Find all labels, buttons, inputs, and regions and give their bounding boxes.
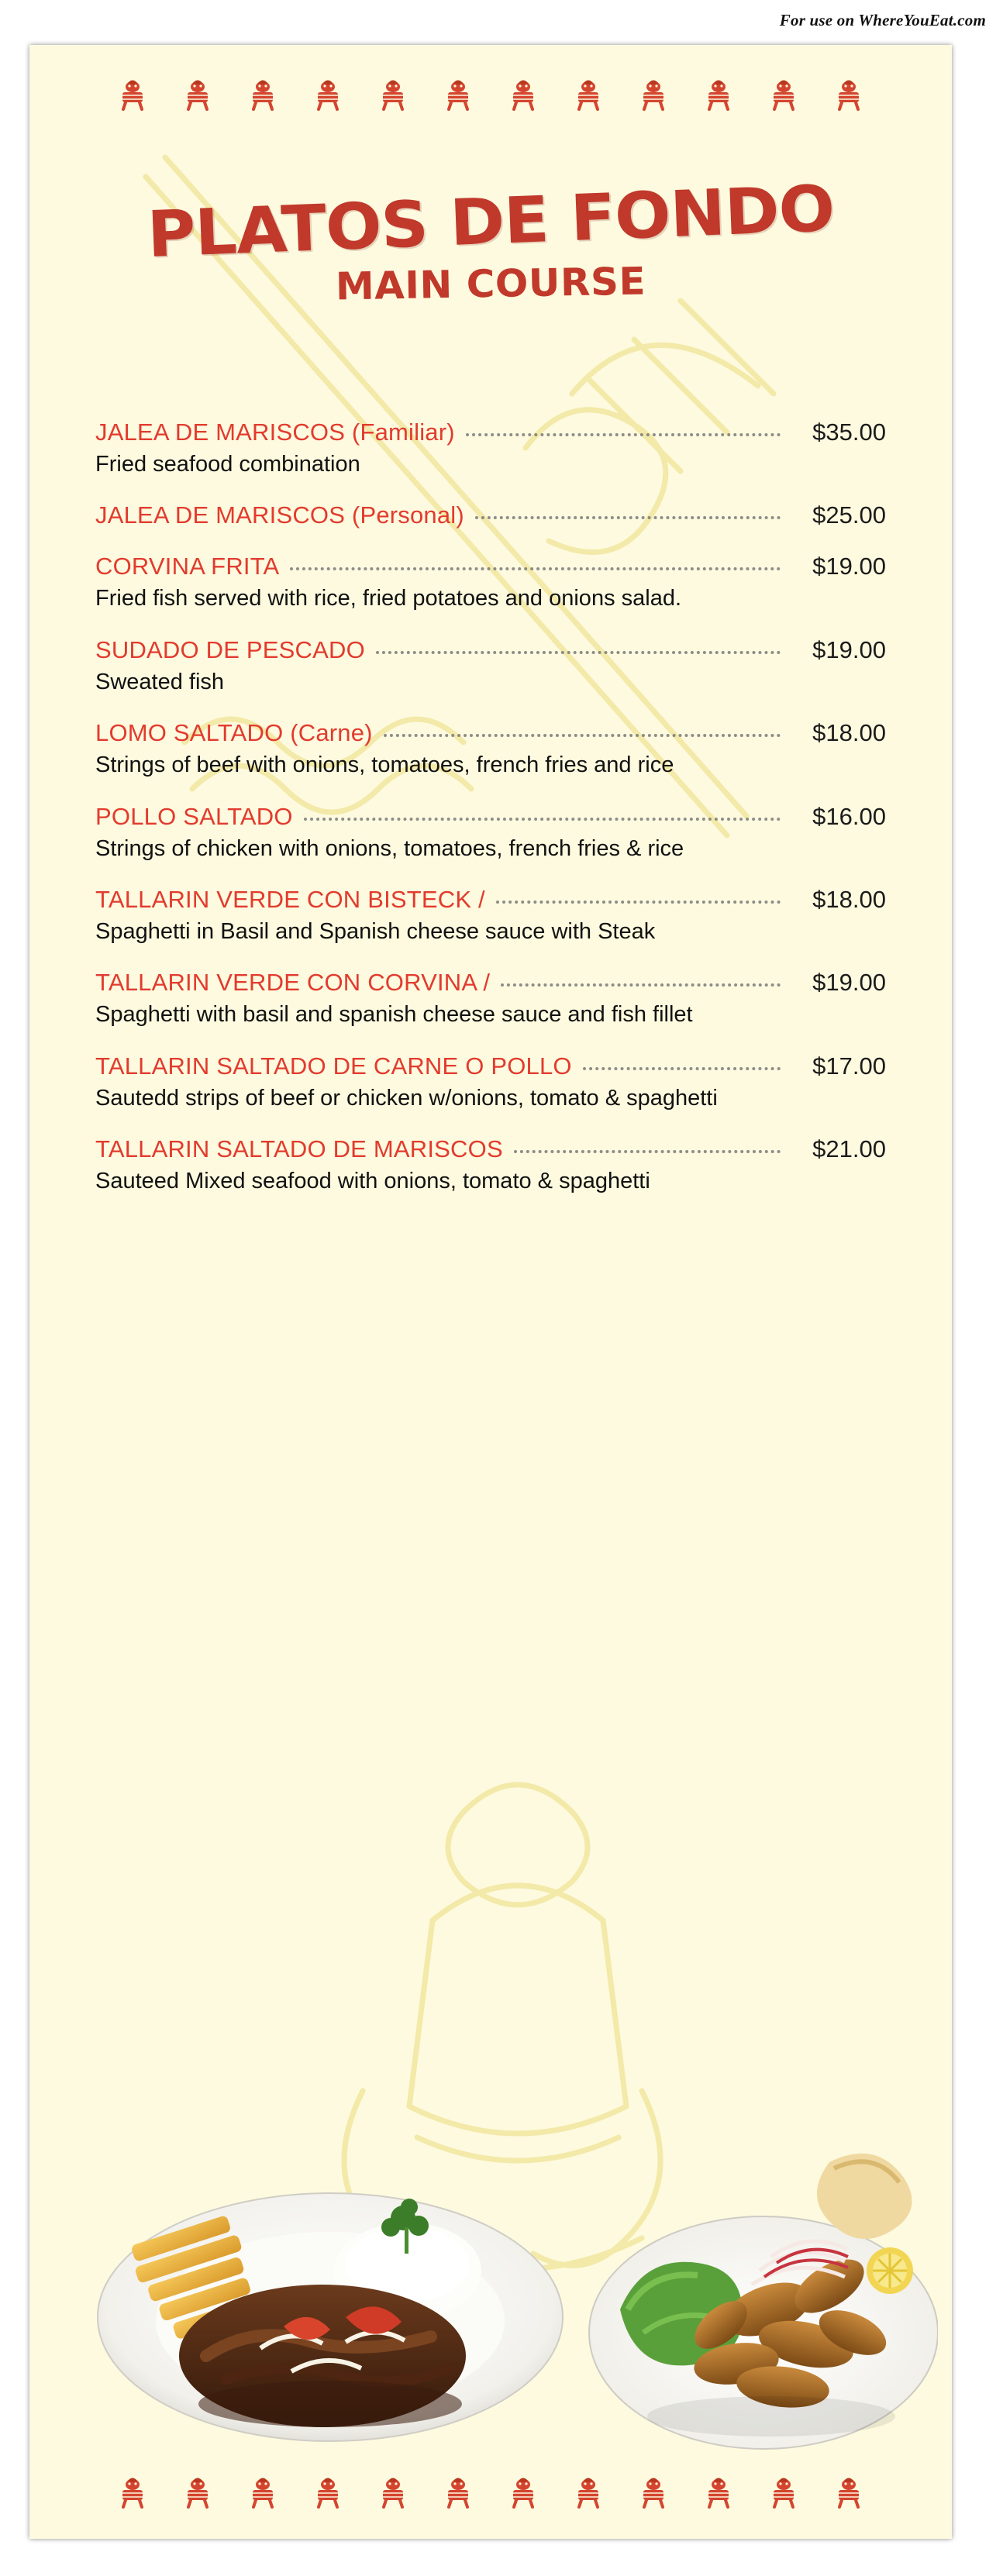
menu-item-name: POLLO SALTADO [95, 802, 293, 830]
menu-item-line [95, 719, 886, 747]
menu-item-line [95, 803, 886, 831]
menu-item-price: $25.00 [812, 501, 886, 529]
chili-pepper-mascot-icon [182, 2474, 213, 2509]
chili-pepper-mascot-icon [117, 2474, 148, 2509]
chili-pepper-mascot-icon [768, 2474, 799, 2509]
lomo-saltado-plate-photo [90, 2123, 570, 2457]
menu-item-line [95, 418, 886, 446]
chili-pepper-mascot-icon [833, 2474, 864, 2509]
menu-item-line [95, 1135, 886, 1163]
menu-item-name: JALEA DE MARISCOS (Personal) [95, 501, 464, 529]
menu-item-description: Spaghetti with basil and spanish cheese sauce and fish fillet [95, 1002, 693, 1028]
menu-item [95, 1052, 886, 1112]
menu-item-description: Sautedd strips of beef or chicken w/onions, tomato & spaghetti [95, 1085, 718, 1111]
chili-pepper-mascot-icon [703, 2474, 734, 2509]
page-subtitle: MAIN COURSE [335, 259, 646, 309]
menu-item-description: Spaghetti in Basil and Spanish cheese sauce with Steak [95, 918, 656, 944]
food-photos [29, 2061, 952, 2464]
chili-pepper-mascot-icon [508, 77, 539, 111]
menu-item [95, 886, 886, 945]
leader-dots [384, 733, 781, 737]
menu-item-price: $19.00 [812, 969, 886, 997]
leader-dots [514, 1149, 781, 1153]
menu-item-description: Fried seafood combination [95, 452, 360, 477]
menu-item-price: $19.00 [812, 635, 886, 663]
menu-item-description: Strings of beef with onions, tomatoes, french fries and rice [95, 752, 674, 778]
chili-pepper-mascot-icon [247, 2474, 278, 2509]
chili-pepper-mascot-icon [443, 2474, 474, 2509]
chili-pepper-mascot-icon [312, 2474, 343, 2509]
leader-dots [304, 817, 781, 821]
chili-pepper-mascot-icon [703, 77, 734, 111]
chili-pepper-mascot-icon [312, 77, 343, 111]
chili-pepper-mascot-icon [117, 77, 148, 111]
jalea-de-mariscos-plate-photo [574, 2077, 938, 2464]
menu-item-description: Sweated fish [95, 669, 225, 694]
menu-title-block [29, 172, 952, 309]
menu-items-list [95, 418, 886, 1218]
menu-item [95, 418, 886, 478]
menu-item-name: TALLARIN SALTADO DE MARISCOS [95, 1135, 503, 1162]
menu-item-price: $21.00 [812, 1135, 886, 1162]
menu-item [95, 553, 886, 612]
chili-pepper-mascot-icon [182, 77, 213, 111]
menu-item [95, 719, 886, 779]
chili-pepper-mascot-icon [377, 77, 408, 111]
chili-pepper-mascot-icon [638, 2474, 669, 2509]
leader-dots [475, 515, 781, 519]
chili-pepper-mascot-icon [573, 2474, 604, 2509]
menu-item-price: $18.00 [812, 885, 886, 913]
menu-item-name: TALLARIN SALTADO DE CARNE O POLLO [95, 1052, 572, 1080]
leader-dots [290, 567, 781, 570]
menu-item [95, 969, 886, 1028]
chili-pepper-mascot-icon [573, 77, 604, 111]
menu-item-line [95, 1052, 886, 1080]
bottom-border-icons [29, 2466, 952, 2517]
menu-item-price: $35.00 [812, 418, 886, 446]
chili-pepper-mascot-icon [508, 2474, 539, 2509]
chili-pepper-mascot-icon [768, 77, 799, 111]
menu-item-name: TALLARIN VERDE CON BISTECK / [95, 885, 485, 913]
menu-item [95, 1135, 886, 1195]
menu-item-name: LOMO SALTADO (Carne) [95, 719, 373, 747]
leader-dots [583, 1066, 781, 1070]
leader-dots [466, 432, 781, 436]
menu-item-price: $19.00 [812, 553, 886, 580]
menu-item-line [95, 553, 886, 580]
chili-pepper-mascot-icon [247, 77, 278, 111]
menu-item-price: $16.00 [812, 802, 886, 830]
menu-page [29, 45, 952, 2539]
menu-item-description: Strings of chicken with onions, tomatoes, french fries & rice [95, 835, 684, 861]
menu-item-name: TALLARIN VERDE CON CORVINA / [95, 969, 491, 997]
menu-item-price: $17.00 [812, 1052, 886, 1080]
menu-item-price: $18.00 [812, 719, 886, 747]
menu-item-description: Sauteed Mixed seafood with onions, tomato & spaghetti [95, 1169, 650, 1193]
leader-dots [501, 983, 781, 987]
chili-pepper-mascot-icon [443, 77, 474, 111]
menu-item-description: Fried fish served with rice, fried potatoes and onions salad. [95, 586, 682, 611]
chili-pepper-mascot-icon [638, 77, 669, 111]
menu-item-name: JALEA DE MARISCOS (Familiar) [95, 418, 455, 446]
leader-dots [496, 900, 781, 904]
menu-item [95, 636, 886, 696]
menu-item-name: SUDADO DE PESCADO [95, 635, 365, 663]
page-title: PLATOS DE FONDO [146, 172, 836, 272]
menu-item-line [95, 886, 886, 914]
chili-pepper-mascot-icon [833, 77, 864, 111]
menu-item-name: CORVINA FRITA [95, 553, 280, 580]
menu-item [95, 803, 886, 863]
chili-pepper-mascot-icon [377, 2474, 408, 2509]
leader-dots [376, 650, 781, 654]
top-border-icons [29, 68, 952, 119]
menu-item-line [95, 501, 886, 529]
menu-item [95, 501, 886, 529]
menu-item-line [95, 969, 886, 997]
site-watermark: For use on WhereYouEat.com [779, 11, 986, 29]
menu-item-line [95, 636, 886, 664]
